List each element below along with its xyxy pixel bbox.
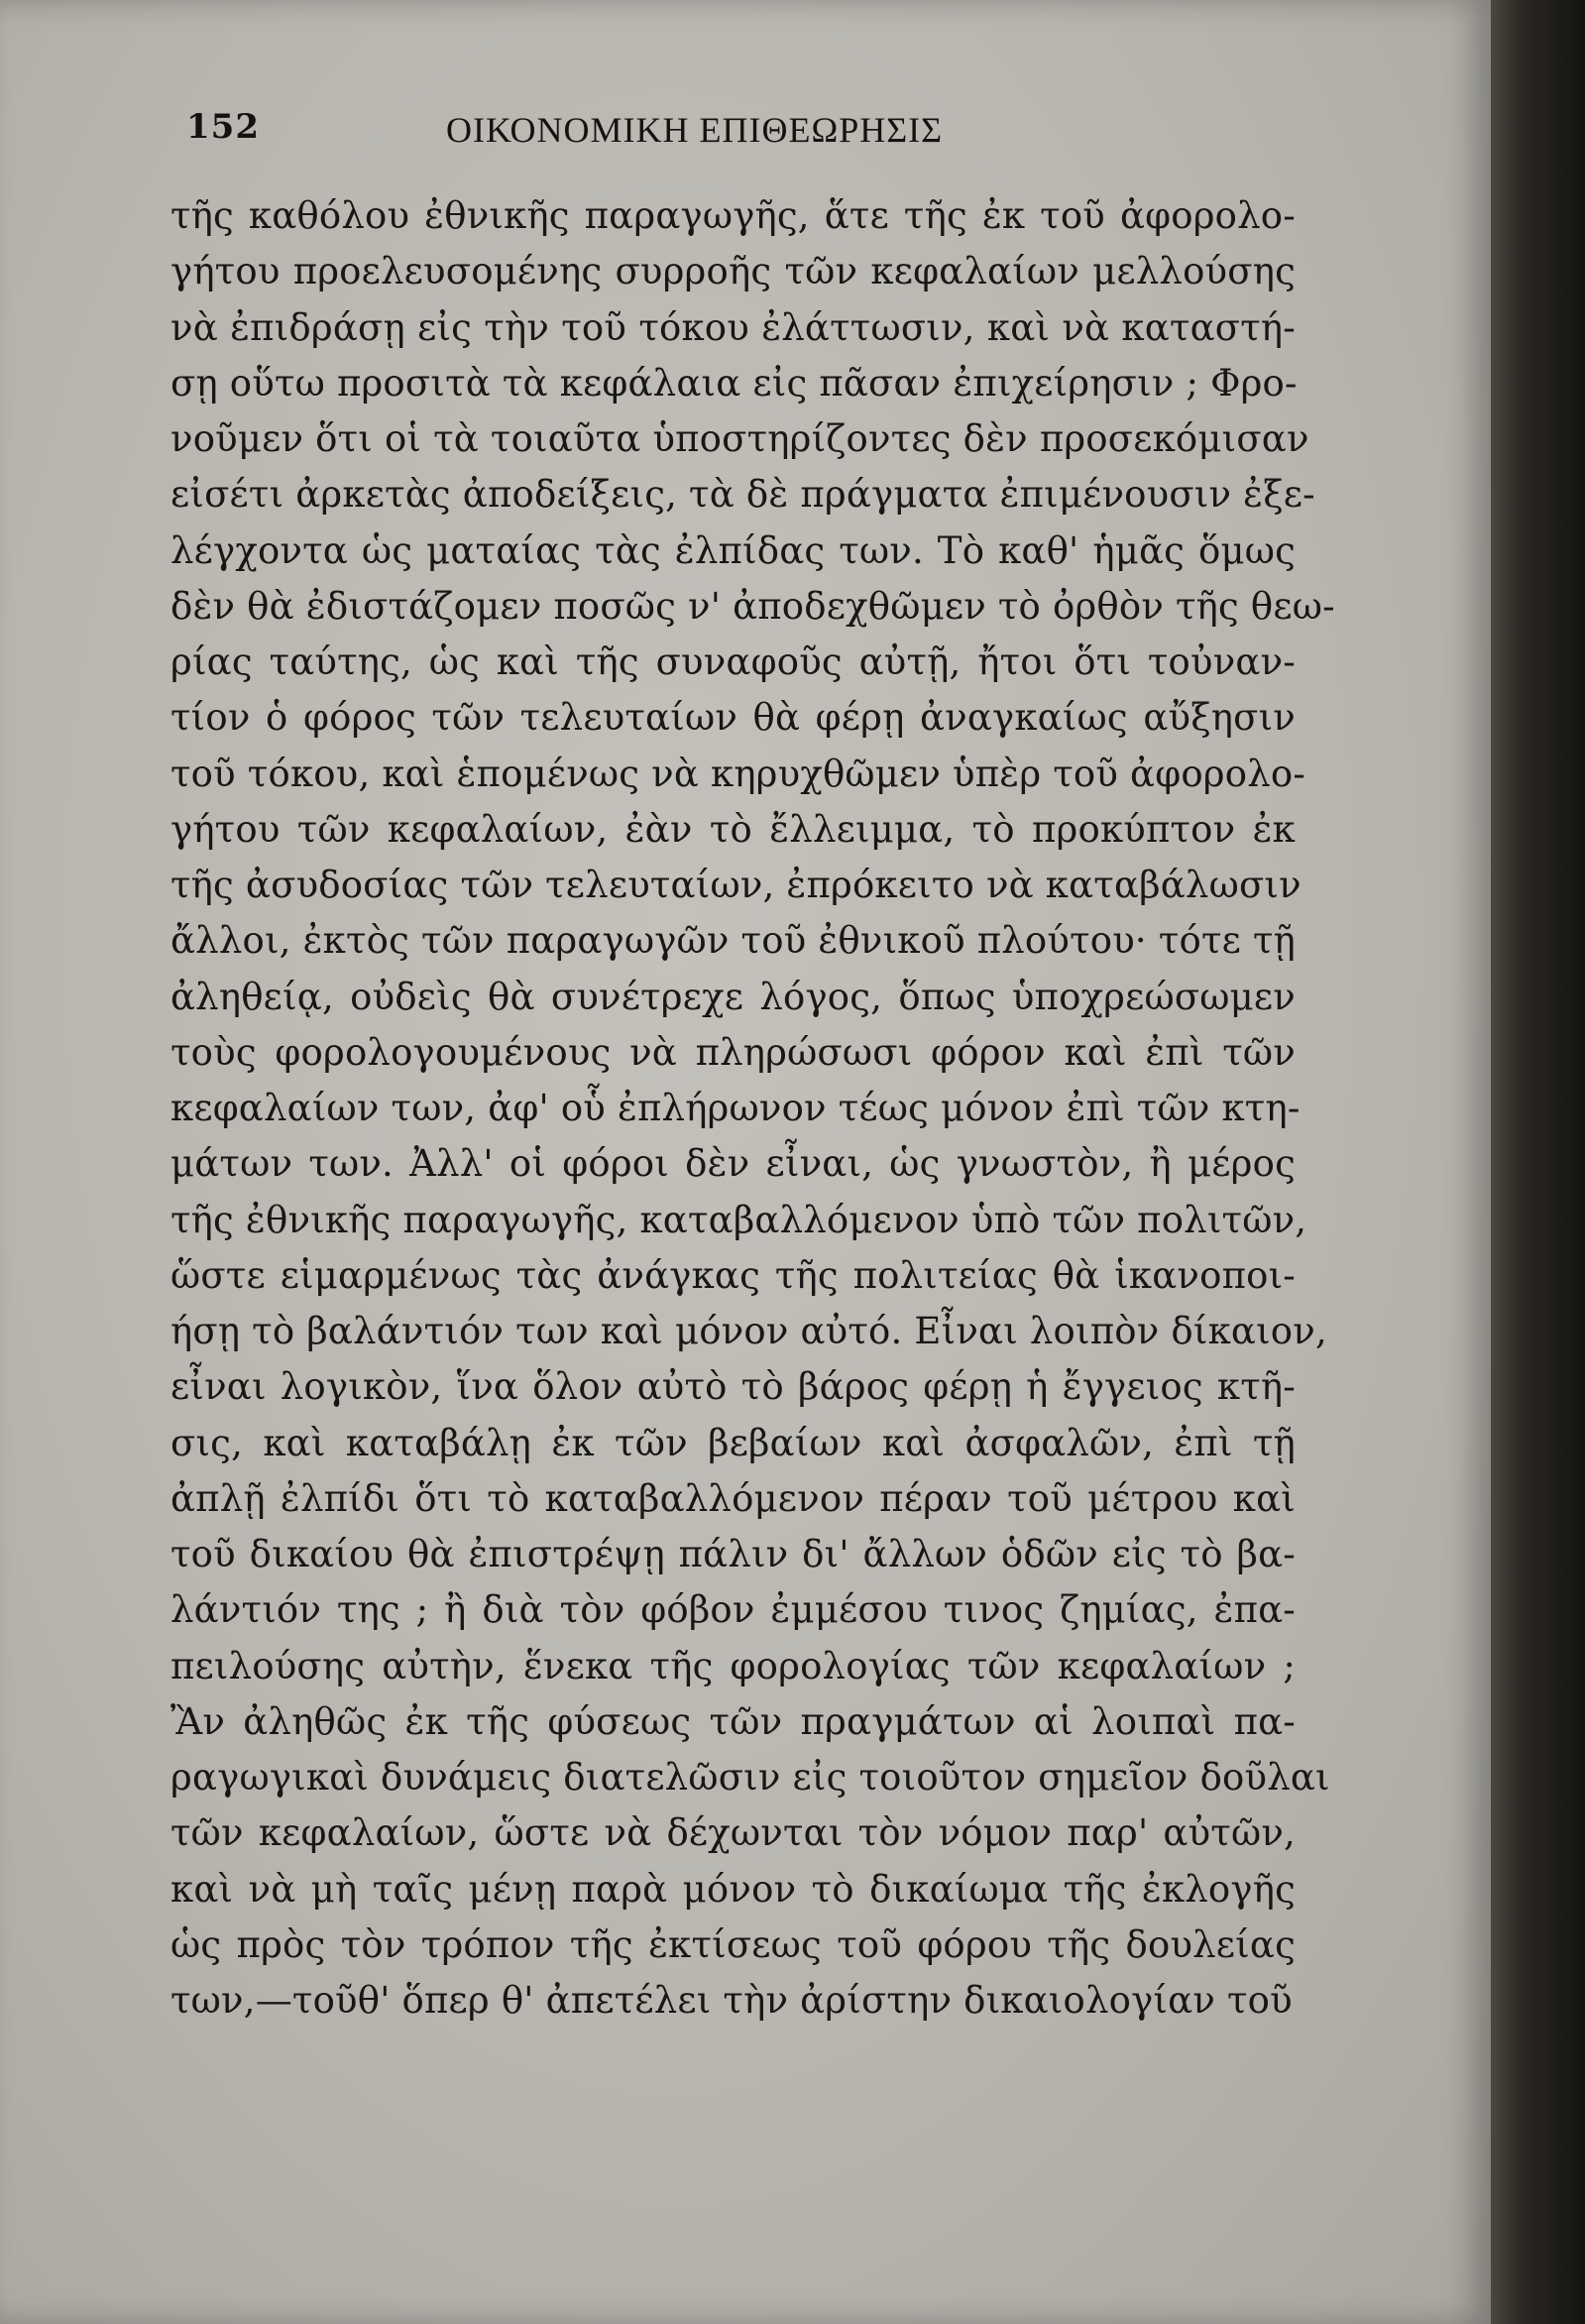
text-line: κεφαλαίων των, ἀφ' οὗ ἐπλήρωνον τέως μόνον ἐπὶ τῶν κτη- (170, 1087, 1301, 1129)
text-line: πειλούσης αὐτὴν, ἕνεκα τῆς φορολογίας τῶν κεφαλαίων ; (170, 1644, 1296, 1687)
text-line: τῶν κεφαλαίων, ὥστε νὰ δέχωνται τὸν νόμον παρ' αὐτῶν, (170, 1811, 1296, 1855)
text-line: γήτου προελευσομένης συρροῆς τῶν κεφαλαίων μελλούσης (170, 250, 1296, 293)
text-line: σῃ οὕτω προσιτὰ τὰ κεφάλαια εἰς πᾶσαν ἐπιχείρησιν ; Φρο- (170, 361, 1298, 405)
text-line: τῆς ἀσυδοσίας τῶν τελευταίων, ἐπρόκειτο νὰ καταβάλωσιν (170, 864, 1302, 906)
text-line: ὥστε εἱμαρμένως τὰς ἀνάγκας τῆς πολιτείας θὰ ἱκανοποι- (170, 1253, 1296, 1297)
scan-margin (1491, 0, 1585, 2324)
text-line: ρίας ταύτης, ὡς καὶ τῆς συναφοῦς αὐτῇ, ἤτοι ὅτι τοὐναν- (170, 640, 1296, 683)
text-line: λάντιόν της ; ἢ διὰ τὸν φόβον ἐμμέσου τινος ζημίας, ἐπα- (170, 1588, 1296, 1632)
text-line: λέγχοντα ὡς ματαίας τὰς ἐλπίδας των. Τὸ καθ' ἡμᾶς ὅμως (170, 528, 1296, 572)
text-line: εἶναι λογικὸν, ἵνα ὅλον αὐτὸ τὸ βάρος φέρῃ ἡ ἔγγειος κτῆ- (170, 1365, 1296, 1409)
text-line: τοὺς φορολογουμένους νὰ πληρώσωσι φόρον καὶ ἐπὶ τῶν (170, 1030, 1296, 1074)
text-line: δὲν θὰ ἐδιστάζομεν ποσῶς ν' ἀποδεχθῶμεν τὸ ὀρθὸν τῆς θεω- (170, 584, 1335, 628)
page-number: 152 (186, 107, 260, 147)
text-line: ἀπλῇ ἐλπίδι ὅτι τὸ καταβαλλόμενον πέραν τοῦ μέτρου καὶ (170, 1476, 1296, 1520)
text-line: ὡς πρὸς τὸν τρόπον τῆς ἐκτίσεως τοῦ φόρου τῆς δουλείας (170, 1922, 1296, 1966)
body-text (170, 188, 1335, 2029)
text-line: ἄλλοι, ἐκτὸς τῶν παραγωγῶν τοῦ ἐθνικοῦ πλούτου· τότε τῇ (170, 919, 1297, 963)
text-line: τοῦ τόκου, καὶ ἑπομένως νὰ κηρυχθῶμεν ὑπὲρ τοῦ ἀφορολο- (170, 752, 1306, 795)
text-line: Ἂν ἀληθῶς ἐκ τῆς φύσεως τῶν πραγμάτων αἱ λοιπαὶ πα- (170, 1699, 1296, 1743)
text-line: ήσῃ τὸ βαλάντιόν των καὶ μόνον αὐτό. Εἶναι λοιπὸν δίκαιον, (170, 1310, 1327, 1352)
journal-title: ΟΙΚΟΝΟΜΙΚΗ ΕΠΙΘΕΩΡΗΣΙΣ (446, 110, 944, 150)
text-line: νὰ ἐπιδράσῃ εἰς τὴν τοῦ τόκου ἐλάττωσιν, καὶ νὰ καταστή- (170, 305, 1296, 349)
text-line: ἀληθείᾳ, οὐδεὶς θὰ συνέτρεχε λόγος, ὅπως ὑποχρεώσωμεν (170, 975, 1296, 1018)
running-head (186, 107, 1059, 157)
text-line: των,—τοῦθ' ὅπερ θ' ἀπετέλει τὴν ἀρίστην δικαιολογίαν τοῦ (170, 1979, 1293, 2022)
text-line: εἰσέτι ἀρκετὰς ἀποδείξεις, τὰ δὲ πράγματα ἐπιμένουσιν ἐξε- (170, 473, 1315, 517)
text-line: τῆς καθόλου ἐθνικῆς παραγωγῆς, ἅτε τῆς ἐκ τοῦ ἀφορολο- (170, 194, 1296, 237)
text-line: γήτου τῶν κεφαλαίων, ἐὰν τὸ ἔλλειμμα, τὸ προκύπτον ἐκ (170, 807, 1296, 851)
text-line: τοῦ δικαίου θὰ ἐπιστρέψῃ πάλιν δι' ἄλλων ὁδῶν εἰς τὸ βα- (170, 1533, 1296, 1575)
text-line: καὶ νὰ μὴ ταῖς μένῃ παρὰ μόνον τὸ δικαίωμα τῆς ἐκλογῆς (170, 1867, 1296, 1911)
text-line: σις, καὶ καταβάλῃ ἐκ τῶν βεβαίων καὶ ἀσφαλῶν, ἐπὶ τῇ (170, 1421, 1296, 1464)
text-line: τίον ὁ φόρος τῶν τελευταίων θὰ φέρῃ ἀναγκαίως αὔξησιν (170, 696, 1296, 740)
text-line: νοῦμεν ὅτι οἱ τὰ τοιαῦτα ὑποστηρίζοντες δὲν προσεκόμισαν (170, 417, 1309, 460)
text-line: ραγωγικαὶ δυνάμεις διατελῶσιν εἰς τοιοῦτον σημεῖον δοῦλαι (170, 1756, 1330, 1799)
text-line: τῆς ἐθνικῆς παραγωγῆς, καταβαλλόμενον ὑπὸ τῶν πολιτῶν, (170, 1198, 1307, 1241)
text-line: μάτων των. Ἀλλ' οἱ φόροι δὲν εἶναι, ὡς γνωστὸν, ἢ μέρος (170, 1142, 1296, 1186)
